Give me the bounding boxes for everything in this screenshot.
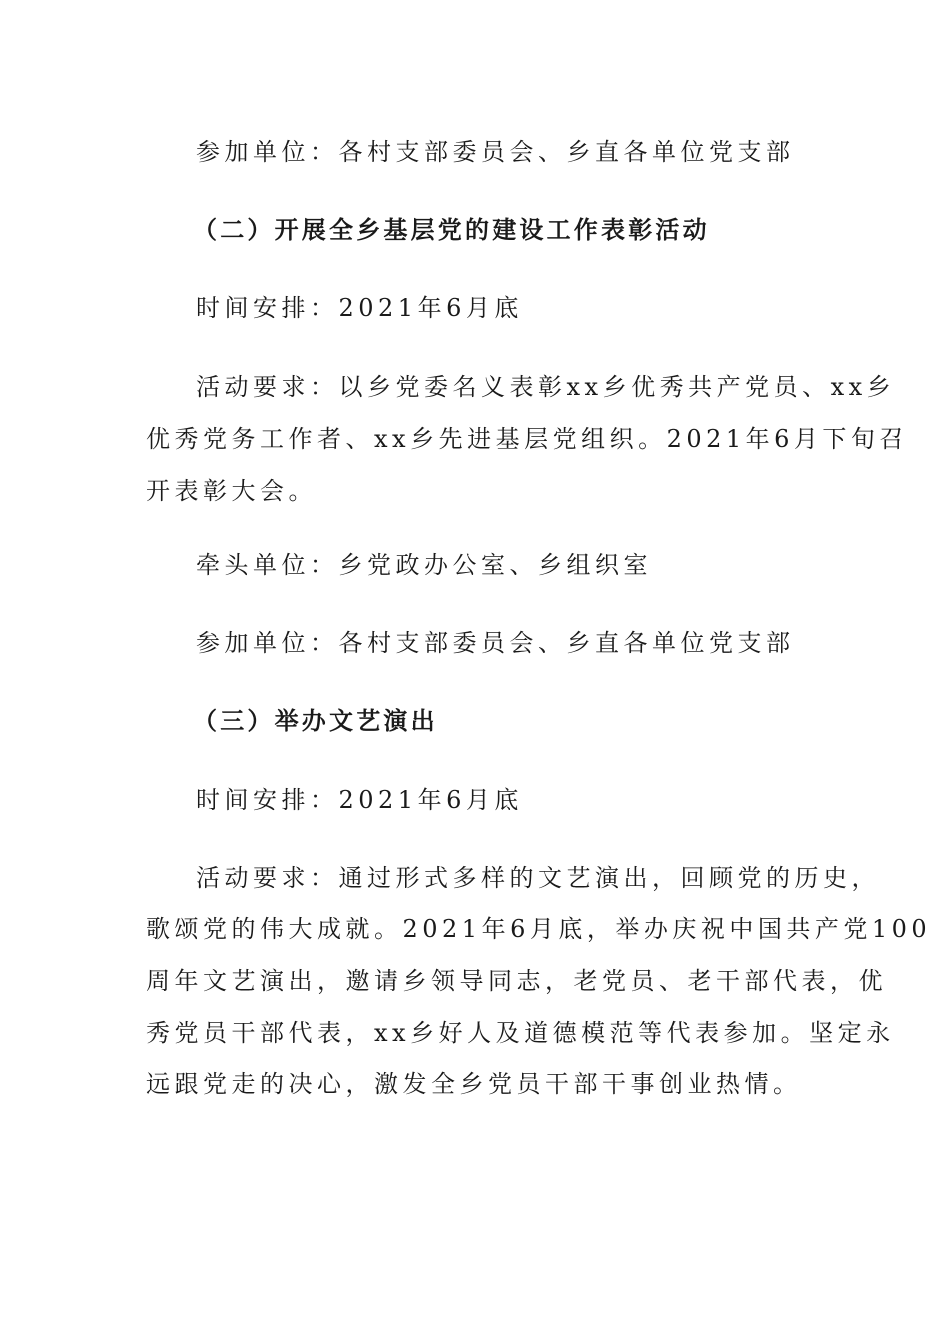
requirement-line-3d: 秀党员干部代表，xx乡好人及道德模范等代表参加。坚定永 <box>146 1019 895 1047</box>
section-heading-2: （二）开展全乡基层党的建设工作表彰活动 <box>193 216 710 244</box>
schedule-line-3: 时间安排：2021年6月底 <box>196 786 523 814</box>
requirement-line-3c: 周年文艺演出，邀请乡领导同志，老党员、老干部代表，优 <box>146 967 887 995</box>
requirement-line-2b: 优秀党务工作者、xx乡先进基层党组织。2021年6月下旬召 <box>146 425 908 453</box>
lead-unit-line-2: 牵头单位：乡党政办公室、乡组织室 <box>196 551 652 579</box>
requirement-line-2a: 活动要求：以乡党委名义表彰xx乡优秀共产党员、xx乡 <box>196 373 896 401</box>
requirement-line-3e: 远跟党走的决心，激发全乡党员干部干事创业热情。 <box>146 1070 802 1098</box>
participants-line-2: 参加单位：各村支部委员会、乡直各单位党支部 <box>196 629 795 657</box>
requirement-line-3b: 歌颂党的伟大成就。2021年6月底，举办庆祝中国共产党100 <box>146 915 932 943</box>
section-heading-3: （三）举办文艺演出 <box>193 707 438 735</box>
requirement-line-3a: 活动要求：通过形式多样的文艺演出，回顾党的历史， <box>196 864 880 892</box>
schedule-line-2: 时间安排：2021年6月底 <box>196 294 523 322</box>
participants-line-1: 参加单位：各村支部委员会、乡直各单位党支部 <box>196 138 795 166</box>
requirement-line-2c: 开表彰大会。 <box>146 477 317 505</box>
